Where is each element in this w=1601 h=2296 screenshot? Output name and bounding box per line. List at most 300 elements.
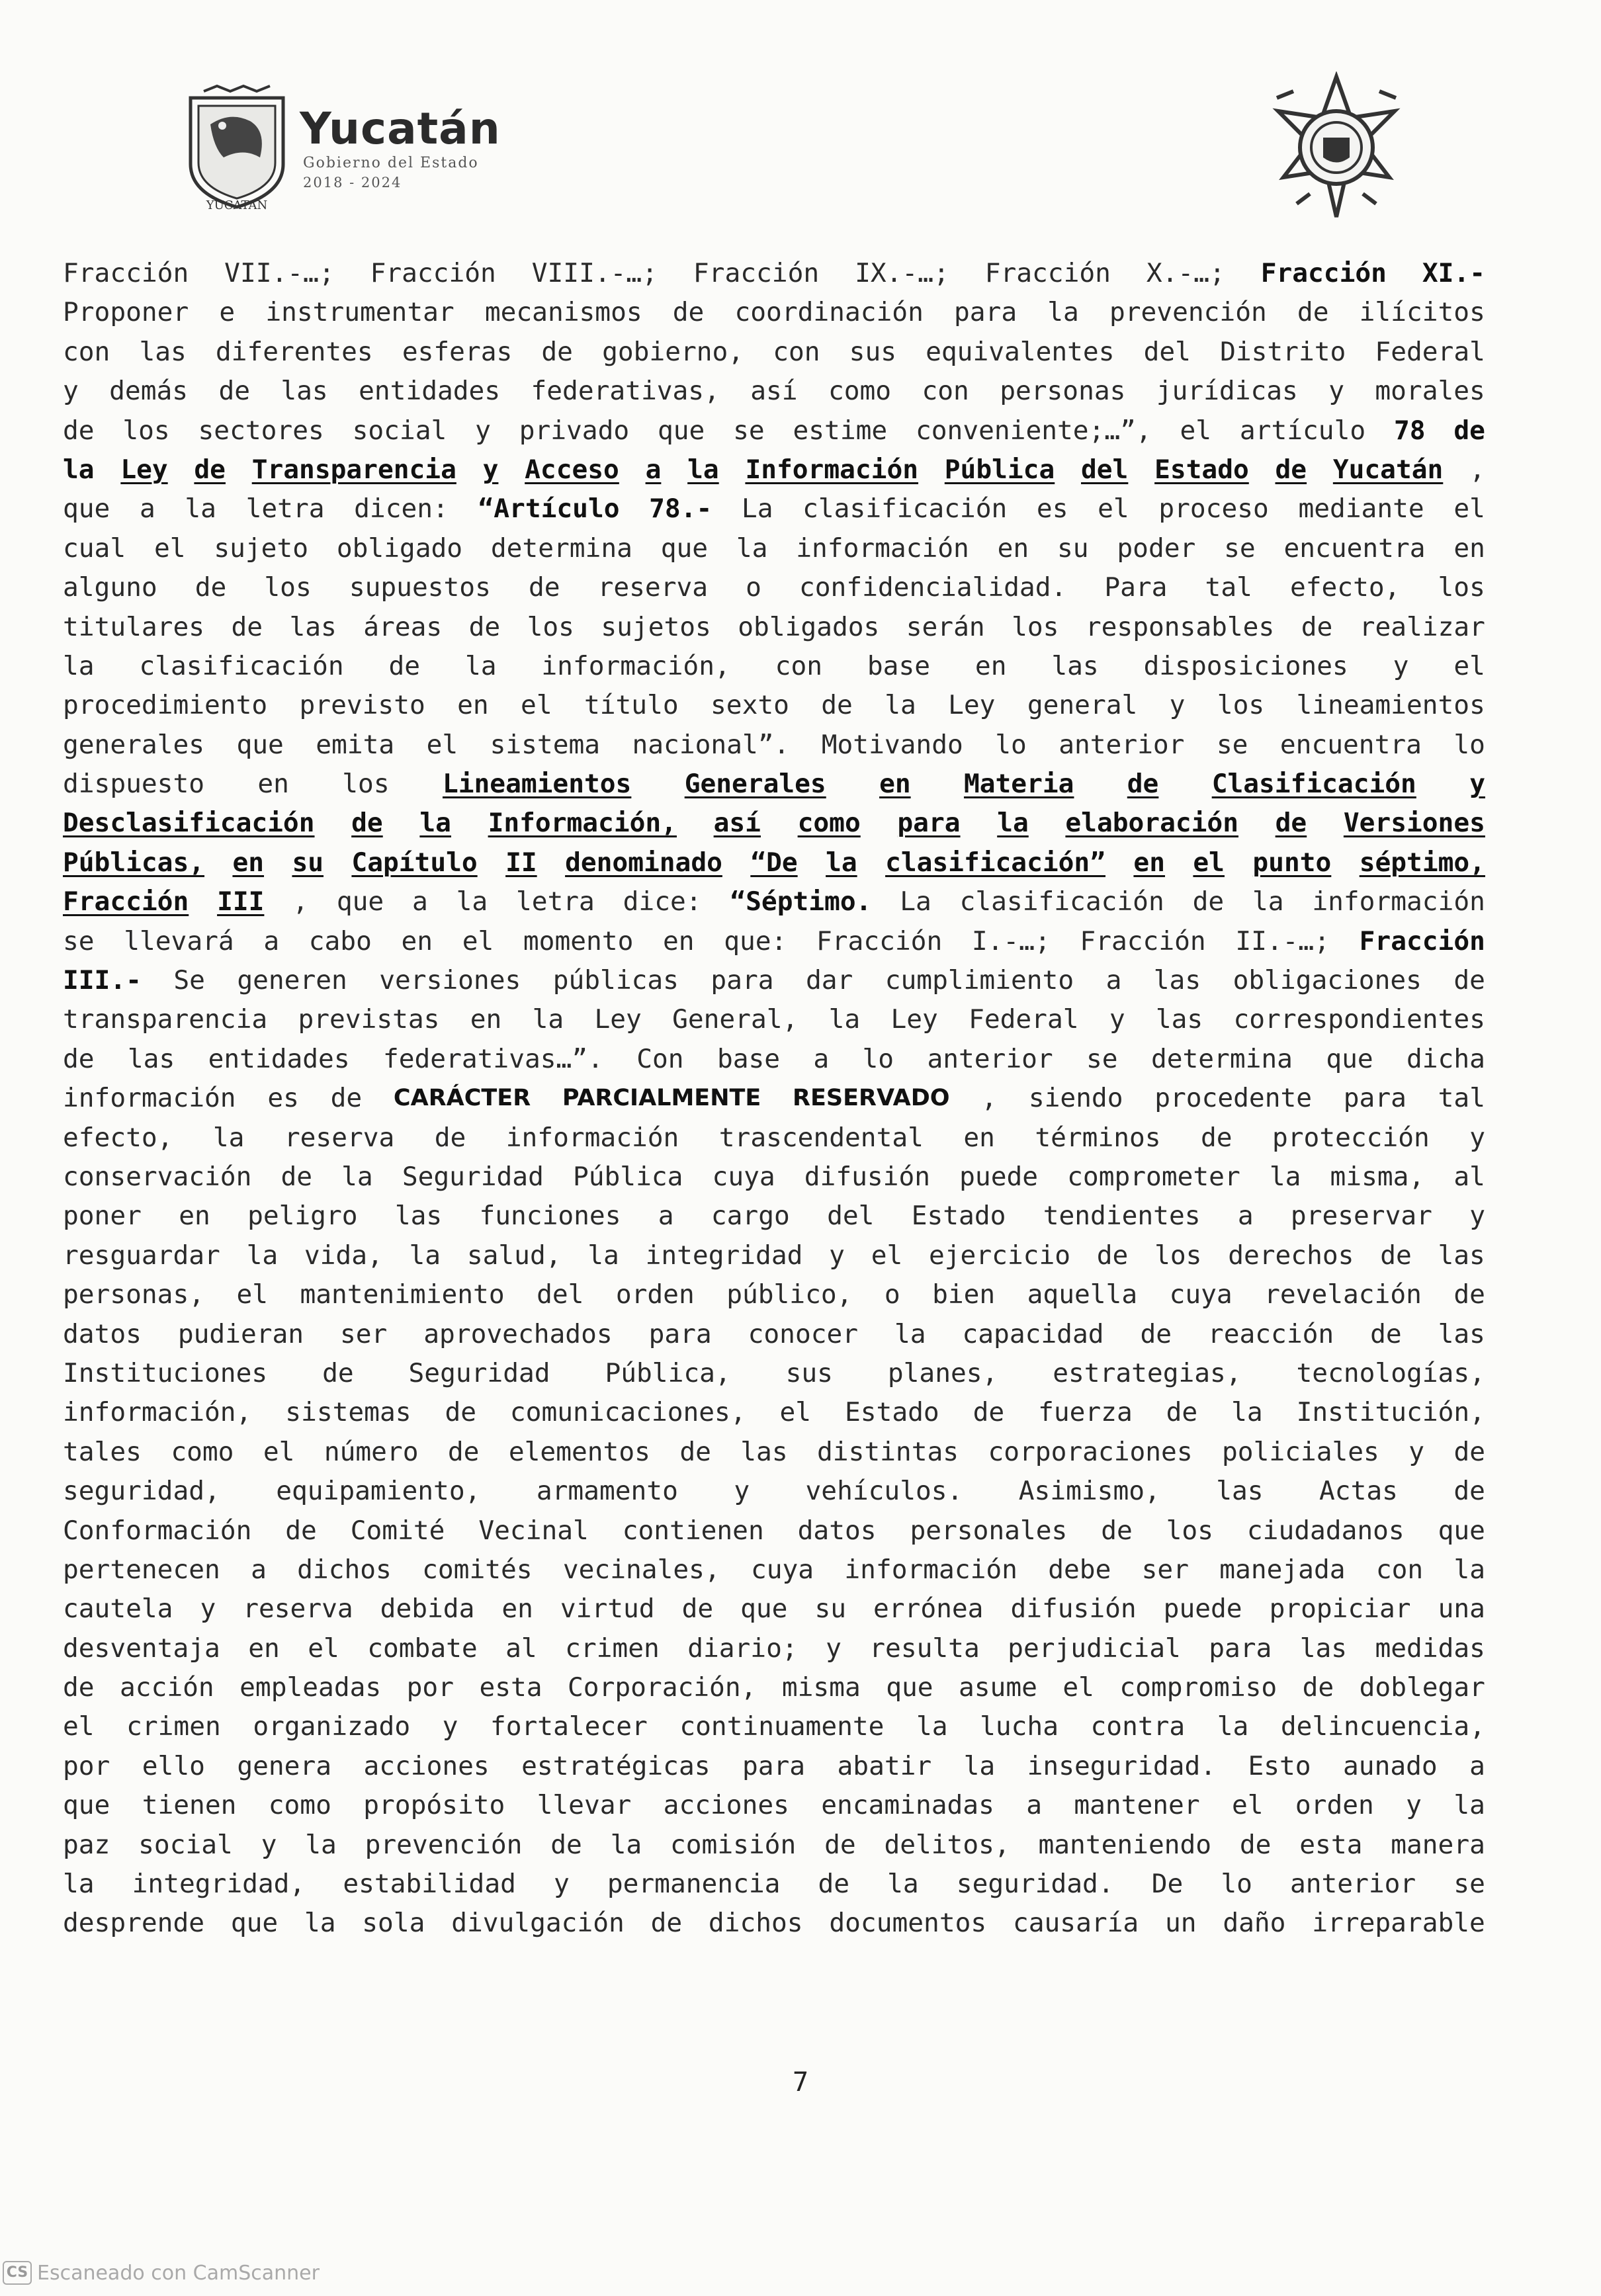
text-word: de — [821, 690, 853, 721]
text-line — [63, 608, 1485, 647]
text-word: III.- — [63, 965, 142, 996]
text-word: “Artículo — [478, 493, 620, 525]
text-word: vida, — [304, 1240, 383, 1271]
text-line — [63, 1590, 1485, 1629]
text-word: y — [829, 1240, 845, 1271]
text-word: derechos — [1228, 1240, 1354, 1271]
text-word: Ley — [890, 1004, 938, 1035]
text-word: en — [879, 769, 911, 800]
text-word: medidas — [1375, 1633, 1485, 1664]
text-word: debe — [1048, 1554, 1111, 1585]
text-word: se — [63, 925, 95, 957]
text-word: social — [138, 1829, 233, 1860]
text-word: dice: — [623, 886, 702, 917]
text-word: clasificación — [139, 650, 344, 681]
text-word: como — [171, 1436, 234, 1467]
text-word: generales — [63, 729, 205, 760]
text-word: de — [63, 1043, 95, 1074]
text-word: que — [660, 532, 709, 564]
text-word: delitos, — [884, 1829, 1010, 1860]
text-word: la — [1453, 1554, 1485, 1585]
text-word: de — [281, 1161, 313, 1192]
text-word: las — [127, 1043, 175, 1074]
text-word: y — [442, 1711, 458, 1742]
text-word: difusión — [1010, 1594, 1137, 1625]
text-word: a — [1026, 1790, 1043, 1821]
text-word: Yucatán — [1332, 454, 1444, 485]
text-line — [63, 804, 1485, 843]
text-word: pertenecen — [63, 1554, 220, 1585]
text-word: y — [482, 454, 499, 485]
text-word: las — [289, 611, 337, 642]
text-word: en — [470, 1004, 502, 1035]
text-word: obligaciones — [1233, 965, 1422, 996]
text-word: los — [1438, 572, 1485, 603]
text-word: pudieran — [177, 1318, 304, 1349]
text-word: entidades — [359, 376, 501, 407]
text-word: que — [230, 1908, 279, 1939]
text-word: genera — [237, 1750, 332, 1781]
text-line — [63, 647, 1485, 686]
text-line — [63, 1079, 1485, 1118]
text-word: el — [236, 1279, 269, 1310]
text-word: dichos — [297, 1554, 392, 1585]
text-word: salud, — [466, 1240, 562, 1271]
text-word: el — [1180, 415, 1212, 446]
text-word: base — [867, 650, 931, 681]
text-word: del — [537, 1279, 584, 1310]
text-word: las — [1438, 1240, 1485, 1271]
text-word: de — [1127, 769, 1159, 800]
text-word: Vecinal — [478, 1515, 589, 1546]
text-word: con — [1375, 1554, 1424, 1585]
text-word: sistema — [490, 729, 601, 760]
text-word: artículo — [1239, 415, 1366, 446]
text-word: las — [1438, 1318, 1485, 1349]
text-word: lo — [1453, 729, 1485, 760]
text-word: Públicas, — [63, 847, 205, 878]
text-word: los — [122, 415, 170, 446]
text-word: de — [1101, 1515, 1133, 1546]
text-word: para — [1343, 1083, 1406, 1114]
text-word: IX.-…; — [855, 258, 949, 288]
text-line — [63, 1786, 1485, 1825]
text-line — [63, 882, 1485, 921]
text-word: la — [736, 532, 768, 564]
text-word: de — [330, 1083, 363, 1114]
text-word: de — [681, 1594, 714, 1625]
text-line — [63, 1158, 1485, 1197]
text-word: sexto — [711, 690, 789, 721]
text-line — [63, 450, 1485, 489]
text-word: los — [1012, 611, 1059, 642]
text-word: Información, — [488, 808, 677, 839]
text-word: Pública — [944, 454, 1055, 485]
text-word: estabilidad — [343, 1869, 516, 1900]
text-word: de — [541, 336, 573, 367]
text-word: divulgación — [451, 1908, 625, 1939]
text-word: de — [824, 1829, 856, 1860]
text-word: Pública — [572, 1161, 683, 1192]
text-word: así — [713, 808, 761, 839]
text-word: esferas — [402, 336, 513, 367]
text-word: de — [1453, 1279, 1485, 1310]
text-word: en — [1453, 532, 1485, 564]
text-word: el — [462, 925, 494, 957]
text-word: el — [308, 1633, 339, 1664]
text-word: trascendental — [718, 1122, 924, 1153]
text-word: los — [264, 572, 312, 603]
text-line — [63, 1315, 1485, 1354]
body-text — [63, 254, 1485, 1943]
text-word: se — [1224, 532, 1256, 564]
text-word: los — [1166, 1515, 1213, 1546]
text-word: con — [775, 650, 823, 681]
text-word: diario; — [687, 1633, 798, 1664]
text-word: al — [505, 1633, 537, 1664]
text-word: en — [963, 1122, 995, 1153]
text-word: en — [248, 1633, 280, 1664]
text-word: CARÁCTER — [393, 1085, 531, 1112]
text-word: previsto — [299, 690, 425, 721]
text-word: que — [63, 493, 110, 525]
text-line — [63, 254, 1485, 293]
text-word: Seguridad — [402, 1161, 544, 1192]
text-word: en — [1133, 847, 1165, 878]
text-word: los — [1154, 1240, 1202, 1271]
text-word: por — [406, 1672, 454, 1703]
text-word: de — [285, 1515, 317, 1546]
text-word: tecnologías, — [1296, 1357, 1485, 1388]
text-word: de — [447, 1436, 480, 1467]
text-word: a — [411, 886, 428, 917]
text-line — [63, 1904, 1485, 1943]
text-word: misma, — [1330, 1161, 1425, 1192]
text-word: documentos — [829, 1908, 987, 1939]
text-word: sectores — [198, 415, 324, 446]
text-word: general — [1027, 690, 1138, 721]
text-word: cuya — [1169, 1279, 1233, 1310]
text-word: el — [521, 690, 552, 721]
text-word: Fracción — [370, 258, 496, 288]
text-word: Distrito — [1220, 336, 1346, 367]
text-word: ser — [1141, 1554, 1189, 1585]
text-word: de — [1453, 415, 1485, 446]
text-word: se — [1216, 729, 1248, 760]
text-word: jurídicas — [1156, 376, 1298, 407]
text-word: encuentra — [1279, 729, 1422, 760]
text-word: y — [63, 376, 79, 407]
text-word: de — [672, 297, 705, 328]
text-word: acciones — [363, 1750, 490, 1781]
text-word: sus — [849, 336, 897, 367]
text-word: lo — [862, 1043, 894, 1074]
text-word: alguno — [63, 572, 157, 603]
text-word: cabo — [308, 925, 372, 957]
text-word: coordinación — [734, 297, 924, 328]
text-word: y — [475, 415, 491, 446]
text-line — [63, 1668, 1485, 1707]
text-word: Estado — [911, 1201, 1006, 1232]
text-word: generen — [237, 965, 347, 996]
text-word: elaboración — [1065, 808, 1238, 839]
text-word: para — [711, 965, 774, 996]
text-word: II.-…; — [1235, 925, 1330, 957]
text-word: capacidad — [962, 1318, 1104, 1349]
text-word: federativas…”. — [382, 1043, 603, 1074]
text-word: obligado — [336, 532, 463, 564]
text-word: acción — [120, 1672, 214, 1703]
text-word: esta — [479, 1672, 542, 1703]
text-word: Comité — [350, 1515, 445, 1546]
text-word: el — [871, 1240, 903, 1271]
text-word: la — [1047, 297, 1079, 328]
text-word: información, — [541, 650, 730, 681]
text-word: la — [304, 1908, 336, 1939]
text-word: Ley — [948, 690, 996, 721]
text-word: en — [232, 847, 265, 878]
text-word: Fracción — [693, 258, 820, 288]
text-word: en — [663, 925, 695, 957]
text-word: la — [305, 1829, 337, 1860]
text-word: La — [900, 886, 931, 917]
text-word: II — [505, 847, 537, 878]
text-word: las — [740, 1436, 788, 1467]
text-word: de — [322, 1357, 354, 1388]
text-word: XI.- — [1422, 258, 1485, 288]
text-word: para — [954, 297, 1017, 328]
text-word: compromiso — [1119, 1672, 1277, 1703]
text-word: mediante — [1298, 493, 1424, 525]
text-word: serán — [906, 611, 985, 642]
text-word: los — [527, 611, 574, 642]
text-word: orden — [615, 1279, 695, 1310]
text-word: se — [733, 415, 765, 446]
text-word: que — [886, 1672, 933, 1703]
text-word: de — [194, 454, 226, 485]
text-word: tales — [63, 1436, 142, 1467]
text-word: la — [1252, 886, 1284, 917]
text-word: las — [1051, 650, 1099, 681]
text-word: sujetos — [601, 611, 711, 642]
text-word: Fracción — [984, 258, 1111, 288]
text-word: titulares — [63, 611, 205, 642]
text-word: de — [550, 1829, 582, 1860]
text-word: que — [336, 886, 384, 917]
text-word: la — [828, 1004, 861, 1035]
text-word: en — [457, 690, 489, 721]
text-word: y — [1169, 690, 1186, 721]
text-word: Clasificación — [1211, 769, 1416, 800]
text-word: acciones — [663, 1790, 789, 1821]
text-word: Actas — [1319, 1476, 1398, 1507]
text-word: personales — [910, 1515, 1068, 1546]
text-word: base — [716, 1043, 781, 1074]
text-word: la — [185, 493, 216, 525]
text-word: encuentra — [1283, 532, 1426, 564]
text-word: Conformación — [63, 1515, 252, 1546]
text-word: el — [1098, 493, 1129, 525]
text-word: y — [734, 1476, 750, 1507]
text-word: información — [844, 1554, 1017, 1585]
text-line — [63, 293, 1485, 332]
text-word: de — [445, 1397, 476, 1428]
text-word: Estado — [1154, 454, 1249, 485]
text-word: orden — [1295, 1790, 1374, 1821]
text-word: dichos — [708, 1908, 803, 1939]
text-word: Proponer — [63, 297, 189, 328]
text-word: información — [63, 1083, 236, 1114]
text-word: emita — [316, 729, 395, 760]
text-word: de — [1297, 297, 1329, 328]
text-word: con — [773, 336, 820, 367]
text-word: resulta — [869, 1633, 980, 1664]
text-word: nacional”. — [632, 729, 790, 760]
text-word: difusión — [804, 1161, 931, 1192]
text-word: para — [742, 1750, 806, 1781]
text-word: correspondientes — [1233, 1004, 1485, 1035]
text-word: crimen — [565, 1633, 660, 1664]
text-word: delincuencia, — [1280, 1711, 1485, 1742]
text-word: errónea — [873, 1594, 984, 1625]
text-word: a — [645, 454, 662, 485]
text-word: federativas, — [531, 376, 720, 407]
text-word: Institución, — [1296, 1397, 1485, 1428]
text-word: la — [1217, 1711, 1249, 1742]
text-word: Información — [745, 454, 919, 485]
text-word: y — [1406, 1790, 1422, 1821]
text-word: Materia — [963, 769, 1074, 800]
text-word: de — [1140, 1318, 1172, 1349]
text-word: los — [342, 769, 390, 800]
text-word: a — [1237, 1201, 1254, 1232]
text-word: aquella — [1027, 1279, 1138, 1310]
text-line — [63, 411, 1485, 450]
camscanner-icon: CS — [3, 2261, 32, 2285]
text-word: ciudadanos — [1246, 1515, 1405, 1546]
text-word: el — [1453, 493, 1485, 525]
text-word: y — [1469, 1201, 1485, 1232]
text-word: la — [1453, 1790, 1485, 1821]
text-word: empleadas — [239, 1672, 382, 1703]
text-line — [63, 489, 1485, 529]
text-word: instrumentar — [265, 297, 454, 328]
text-word: que: — [724, 925, 787, 957]
text-word: datos — [797, 1515, 877, 1546]
text-word: la — [610, 1829, 642, 1860]
text-word: es — [1036, 493, 1068, 525]
text-word: III — [217, 886, 265, 917]
text-line — [63, 1197, 1485, 1236]
text-word: X.-…; — [1146, 258, 1225, 288]
text-word: manteniendo — [1038, 1829, 1212, 1860]
text-word: en — [401, 925, 433, 957]
text-word: Estado — [845, 1397, 939, 1428]
text-word: abatir — [837, 1750, 932, 1781]
text-word: causaría — [1012, 1908, 1139, 1939]
text-word: de — [1192, 886, 1225, 917]
text-word: contienen — [622, 1515, 764, 1546]
text-word: Fracción — [1080, 925, 1206, 957]
text-word: términos — [1035, 1122, 1161, 1153]
text-word: previstas — [298, 1004, 440, 1035]
text-line — [63, 686, 1485, 725]
text-word: que — [657, 415, 705, 446]
text-word: e — [219, 297, 236, 328]
text-word: aunado — [1343, 1750, 1438, 1781]
text-word: y — [1328, 376, 1344, 407]
text-word: policiales — [1222, 1436, 1379, 1467]
text-word: I.-…; — [971, 925, 1051, 957]
text-word: de — [434, 1122, 466, 1153]
text-word: la — [687, 454, 719, 485]
text-word: tienen — [142, 1790, 237, 1821]
text-word: la — [826, 847, 857, 878]
text-word: siendo — [1028, 1083, 1123, 1114]
text-word: vehículos. — [805, 1476, 963, 1507]
text-word: versiones — [379, 965, 521, 996]
text-word: las — [139, 336, 187, 367]
text-word: determina — [490, 532, 632, 564]
text-line — [63, 1354, 1485, 1393]
text-line — [63, 1551, 1485, 1590]
text-word: datos — [63, 1318, 142, 1349]
text-word: anterior — [1059, 729, 1185, 760]
text-word: y — [200, 1594, 216, 1625]
text-word: comisión — [670, 1829, 797, 1860]
text-word: fortalecer — [490, 1711, 648, 1742]
text-word: un — [1165, 1908, 1197, 1939]
text-word: determina — [1150, 1043, 1293, 1074]
text-word: la — [963, 1750, 996, 1781]
text-word: y — [826, 1633, 842, 1664]
text-word: cual — [63, 532, 126, 564]
text-word: la — [464, 650, 497, 681]
text-word: a — [1105, 965, 1122, 996]
text-word: debida — [380, 1594, 475, 1625]
text-word: misma — [781, 1672, 861, 1703]
text-word: resguardar — [63, 1240, 220, 1271]
text-word: la — [587, 1240, 619, 1271]
text-word: , — [292, 886, 308, 917]
text-word: Asimismo, — [1018, 1476, 1160, 1507]
text-word: poner — [63, 1201, 142, 1232]
text-word: comunicaciones, — [509, 1397, 746, 1428]
text-line — [63, 765, 1485, 804]
text-word: Motivando — [821, 729, 963, 760]
text-word: letra — [515, 886, 595, 917]
text-word: y — [1408, 1436, 1425, 1467]
text-word: de — [1166, 1397, 1198, 1428]
text-word: como — [828, 376, 892, 407]
text-word: prevención — [365, 1829, 523, 1860]
text-word: cumplimiento — [885, 965, 1074, 996]
text-word: paz — [63, 1829, 110, 1860]
text-word: funciones — [479, 1201, 621, 1232]
text-word: de — [63, 415, 95, 446]
text-word: irreparable — [1312, 1908, 1485, 1939]
text-word: el — [1453, 650, 1485, 681]
text-word: de — [1302, 1672, 1334, 1703]
text-word: mantener — [1074, 1790, 1200, 1821]
text-word: título — [584, 690, 679, 721]
text-word: sus — [785, 1357, 833, 1388]
text-word: lineamientos — [1296, 690, 1485, 721]
text-word: a — [1469, 1750, 1485, 1781]
text-word: se — [1453, 1869, 1485, 1900]
text-word: cargo — [711, 1201, 790, 1232]
text-line — [63, 1393, 1485, 1432]
